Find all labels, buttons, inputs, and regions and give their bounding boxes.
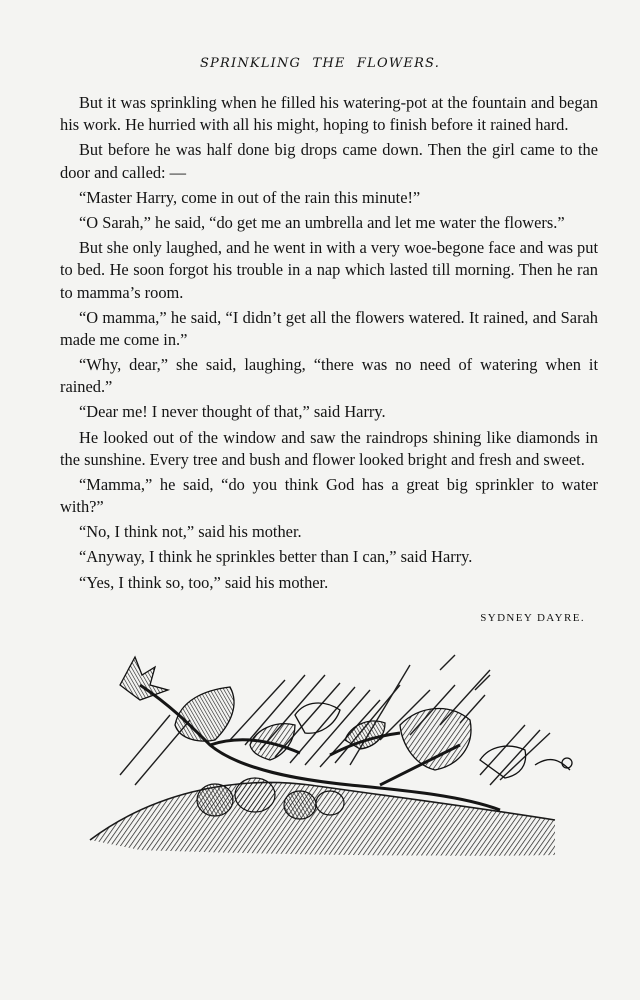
paragraph: “Master Harry, come in out of the rain this minute!” <box>79 187 421 207</box>
paragraph: “Dear me! I never thought of that,” said Harry. <box>79 402 386 422</box>
story-text <box>60 92 598 594</box>
paragraph: “Mamma,” he said, “do you think God has a great big sprinkler to water with?” <box>60 474 598 517</box>
paragraph: “Why, dear,” she said, laughing, “there was no need of watering when it rained.” <box>60 355 598 397</box>
paragraph: “Anyway, I think he sprinkles better than I can,” said Harry. <box>79 547 473 567</box>
paragraph: But she only laughed, and he went in with a very woe-begone face and was put to bed. He soon forgot his trouble in a nap which lasted till morning. Then he ran to mamma’s room. <box>60 237 598 302</box>
paragraph: “Yes, I think so, too,” said his mother. <box>79 572 329 592</box>
paragraph: He looked out of the window and saw the raindrops shining like diamonds in the sunshine. Every tree and bush and flower looked bright and fresh and sweet. <box>60 427 598 469</box>
engraving-illustration <box>80 645 580 865</box>
running-title: SPRINKLING THE FLOWERS. <box>199 56 441 71</box>
author-signature: SYDNEY DAYRE. <box>480 612 585 624</box>
paragraph: “O mamma,” he said, “I didn’t get all the flowers watered. It rained, and Sarah made me come in.” <box>60 307 598 349</box>
paragraph: “No, I think not,” said his mother. <box>79 522 302 542</box>
paragraph: But it was sprinkling when he filled his watering-pot at the fountain and began his work. He hurried with all his might, hoping to finish before it rained hard. <box>60 93 598 135</box>
paragraph: But before he was half done big drops came down. Then the girl came to the door and called: — <box>60 140 598 182</box>
paragraph: “O Sarah,” he said, “do get me an umbrella and let me water the flowers.” <box>79 212 565 232</box>
